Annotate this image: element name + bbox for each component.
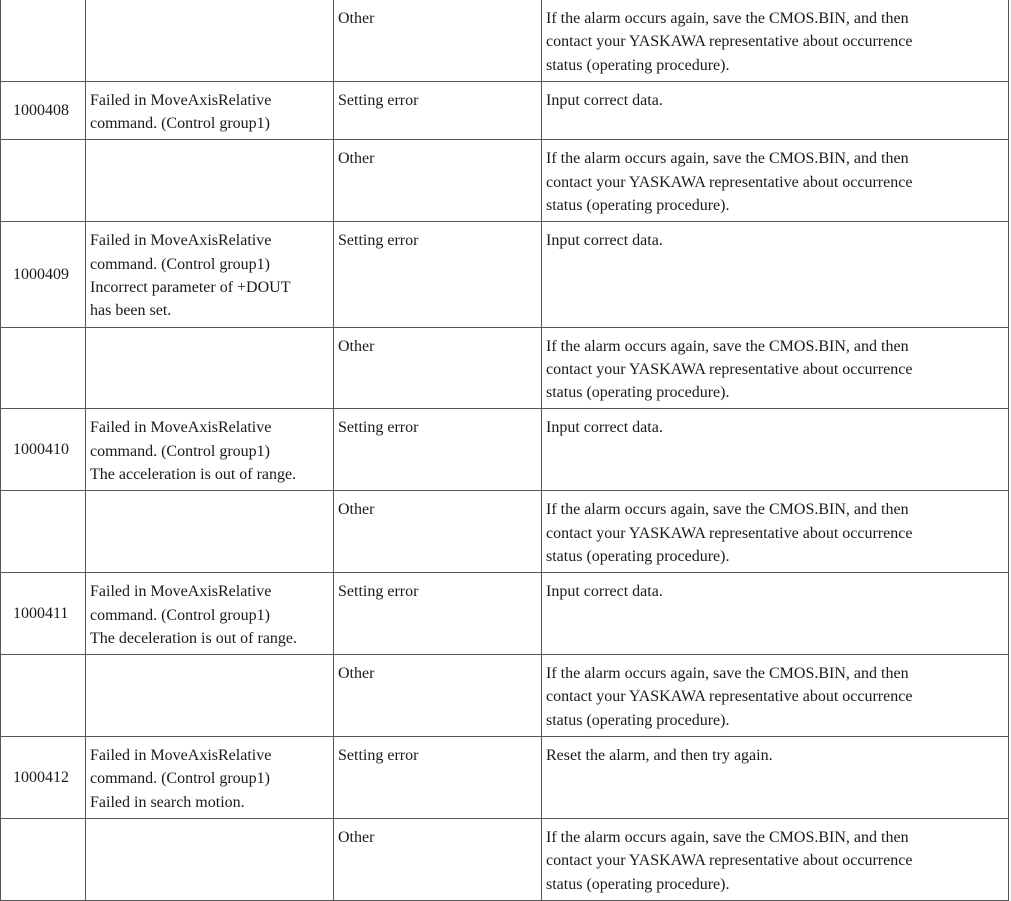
alarm-code-cell: 1000412 (1, 737, 86, 819)
message-line: Failed in MoveAxisRelative (90, 747, 272, 765)
alarm-message-cell (86, 81, 334, 140)
remedy-line: contact your YASKAWA representative about occurrence (546, 524, 913, 542)
remedy-cell (542, 81, 1009, 140)
table-row (1, 655, 1009, 737)
table-row (1, 222, 1009, 327)
remedy-cell (542, 409, 1009, 491)
alarm-message-cell (86, 573, 334, 655)
cause-cell: Other (334, 491, 542, 573)
remedy-line: status (operating procedure). (546, 56, 730, 74)
message-line: command. (Control group1) (90, 442, 270, 460)
cause-cell: Setting error (334, 409, 542, 491)
remedy-cell (542, 0, 1009, 81)
alarm-table-body (1, 0, 1009, 900)
remedy-line: If the alarm occurs again, save the CMOS.BIN, and then (546, 828, 909, 846)
message-line: command. (Control group1) (90, 770, 270, 788)
cause-cell: Other (334, 327, 542, 409)
alarm-code-cell: 1000410 (1, 409, 86, 491)
message-line: Failed in MoveAxisRelative (90, 91, 272, 109)
table-row (1, 737, 1009, 819)
cause-cell: Setting error (334, 222, 542, 327)
message-line: Failed in MoveAxisRelative (90, 232, 272, 250)
alarm-message-cell (86, 140, 334, 222)
alarm-message-cell (86, 737, 334, 819)
message-line: command. (Control group1) (90, 115, 270, 133)
remedy-line: If the alarm occurs again, save the CMOS.BIN, and then (546, 10, 909, 27)
alarm-message-cell (86, 655, 334, 737)
table-row (1, 327, 1009, 409)
message-line: Incorrect parameter of +DOUT (90, 278, 291, 296)
remedy-line: status (operating procedure). (546, 547, 730, 565)
cause-cell: Other (334, 818, 542, 900)
alarm-code-cell (1, 327, 86, 409)
remedy-cell (542, 573, 1009, 655)
remedy-line: status (operating procedure). (546, 711, 730, 729)
message-line: command. (Control group1) (90, 606, 270, 624)
cause-cell: Setting error (334, 737, 542, 819)
remedy-line: Input correct data. (546, 583, 663, 601)
message-line: has been set. (90, 302, 172, 320)
alarm-code-cell (1, 655, 86, 737)
table-row (1, 573, 1009, 655)
alarm-code-cell (1, 0, 86, 81)
message-line: The deceleration is out of range. (90, 629, 298, 647)
remedy-line: If the alarm occurs again, save the CMOS.BIN, and then (546, 501, 909, 519)
remedy-cell (542, 655, 1009, 737)
table-row (1, 81, 1009, 140)
alarm-code-cell (1, 140, 86, 222)
remedy-line: contact your YASKAWA representative about occurrence (546, 360, 913, 378)
remedy-line: status (operating procedure). (546, 197, 730, 215)
remedy-line: If the alarm occurs again, save the CMOS.BIN, and then (546, 665, 909, 683)
remedy-line: Input correct data. (546, 91, 663, 109)
message-line: command. (Control group1) (90, 255, 270, 273)
remedy-line: Reset the alarm, and then try again. (546, 747, 773, 765)
remedy-cell (542, 737, 1009, 819)
remedy-cell (542, 222, 1009, 327)
table-row (1, 491, 1009, 573)
alarm-code-cell: 1000411 (1, 573, 86, 655)
remedy-cell (542, 491, 1009, 573)
remedy-cell (542, 818, 1009, 900)
table-row (1, 140, 1009, 222)
alarm-code-cell (1, 818, 86, 900)
alarm-code-cell: 1000408 (1, 81, 86, 140)
alarm-message-cell (86, 0, 334, 81)
remedy-line: Input correct data. (546, 419, 663, 437)
remedy-line: contact your YASKAWA representative about occurrence (546, 852, 913, 870)
remedy-line: status (operating procedure). (546, 384, 730, 402)
remedy-line: contact your YASKAWA representative about occurrence (546, 173, 913, 191)
cause-cell: Other (334, 0, 542, 81)
cause-cell: Other (334, 140, 542, 222)
cause-cell: Setting error (334, 81, 542, 140)
remedy-line: If the alarm occurs again, save the CMOS.BIN, and then (546, 337, 909, 355)
remedy-cell (542, 140, 1009, 222)
table-row (1, 818, 1009, 900)
message-line: The acceleration is out of range. (90, 466, 297, 484)
alarm-message-cell (86, 222, 334, 327)
remedy-line: contact your YASKAWA representative about occurrence (546, 33, 913, 51)
message-line: Failed in MoveAxisRelative (90, 419, 272, 437)
table-row (1, 0, 1009, 81)
cause-cell: Other (334, 655, 542, 737)
table-row (1, 409, 1009, 491)
alarm-code-cell (1, 491, 86, 573)
alarm-message-cell (86, 409, 334, 491)
remedy-cell (542, 327, 1009, 409)
remedy-line: Input correct data. (546, 232, 663, 250)
cause-cell: Setting error (334, 573, 542, 655)
remedy-line: If the alarm occurs again, save the CMOS.BIN, and then (546, 150, 909, 168)
alarm-message-cell (86, 491, 334, 573)
alarm-code-cell: 1000409 (1, 222, 86, 327)
remedy-line: status (operating procedure). (546, 875, 730, 893)
remedy-line: contact your YASKAWA representative about occurrence (546, 688, 913, 706)
message-line: Failed in MoveAxisRelative (90, 583, 272, 601)
alarm-message-cell (86, 818, 334, 900)
message-line: Failed in search motion. (90, 793, 245, 811)
alarm-message-cell (86, 327, 334, 409)
